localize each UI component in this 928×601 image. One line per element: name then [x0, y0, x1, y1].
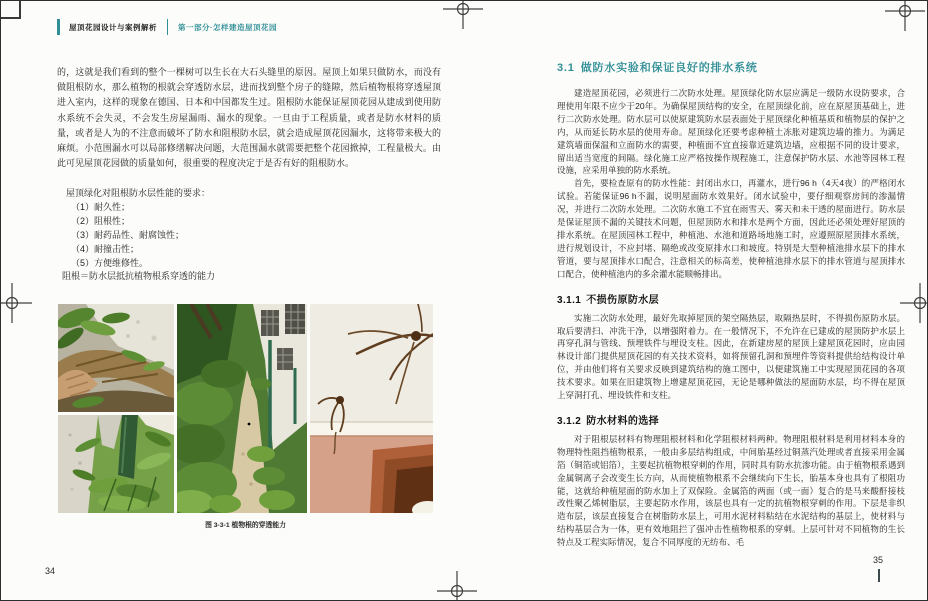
- list-item: （4）耐撞击性；: [71, 243, 140, 254]
- subsection-title: 不损伤原防水层: [586, 294, 660, 306]
- header-divider: [167, 19, 168, 35]
- section-number: 3.1: [557, 62, 575, 74]
- photo-plants-around-drainpipe: [58, 415, 174, 513]
- list-item: （1）耐久性；: [71, 201, 131, 212]
- registration-mark-icon: [885, 0, 925, 31]
- subsection-number: 3.1.1: [557, 294, 582, 306]
- subsection-heading: [557, 291, 905, 306]
- section-heading: [557, 59, 905, 75]
- body-paragraph: 首先，要检查原有的防水性能：封闭出水口，再灌水，进行96 h（4天4夜）的严格闭水试验。若能保证96 h不漏，说明屋面防水效果好。闭水试验中，要仔细观察房间的渗漏情况，并进行二次防水处理。二次防水施工不宜在雨雪天、雾天和未干透的屋面进行。防水层是保证屋顶不漏的关键技术问题，但屋顶防水和排水是两个方面，因此还必须处理好屋顶的排水系统。在屋顶园林工程中，种植池、水池和道路场地施工时，应遵照原屋顶排水系统，进行规划设计，不应封堵、隔绝或改变原排水口和坡度。特别是大型种植池排水层下的排水管道，要与屋顶排水口配合，注意相关的标高差，使种植池排水层下的排水管道与屋顶排水口配合，使种植池内的多余灌水能顺畅排出。: [557, 178, 905, 279]
- intro-paragraph: 的，这就是我们看到的整个一棵树可以生长在大石头缝里的原因。屋顶上如果只做防水，而没有做阻根防水，那么植物的根就会穿透防水层，进而找到整个房子的缝隙，然后植物根将穿透屋顶进入室内，这样的现象在德国、日本和中国都发生过。阻根防水能保证屋顶花园从建成到使用防水系统不会失灵，不会发生房屋漏雨、漏水的现象。一旦由于工程质量，或者是防水材料的质量，或者是人为的不注意而破坏了防水和阻根防水层，就会造成屋顶花园漏水，这将带来极大的麻烦。小范围漏水可以局部修缮解决问题，大范围漏水就需要把整个花园掀掉，工程量极大。由此可见屋顶花园做的质量如何，很重要的程度决定于是否有好的阻根防水。: [57, 67, 441, 169]
- body-paragraph: 实施二次防水处理，最好先取掉屋顶的架空隔热层，取隔热层时，不得损伤原防水层。取后要清扫、冲洗干净，以增强附着力。在一般情况下，不允许在已建成的屋顶防护水层上再穿孔洞与管线、预埋铁件与埋设支柱。因此，在新建房屋的屋顶上建屋顶花园时，应由园林设计部门提供屋顶花园的有关技术资料，如将预留孔洞和预埋件等资料提供给结构设计单位，并由他们将有关要求反映到建筑结构的施工图中，以便建筑施工中实现屋顶花园的各项技术要求。如果在旧建筑物上增建屋顶花园，无论是哪种做法的屋面防水层，均不得在屋顶上穿洞打孔、埋设铁件和支柱。: [557, 312, 905, 401]
- header-accent-bar: [57, 19, 60, 35]
- page-number-right: 35: [873, 555, 884, 565]
- crop-corner-icon: [1, 1, 21, 19]
- requirements-note: 阻根＝防水层抵抗植物根系穿透的能力: [62, 271, 216, 282]
- body-paragraph: 建造屋顶花园，必须进行二次防水处理。屋顶绿化防水层应满足一级防水设防要求，合理使用年限不应少于20年。为确保屋顶结构的安全，在屋顶绿化前，应在原屋顶基础上，进行二次防水处理。防水层可以使原建筑防水层表面处于屋顶绿化种植基质和植物层的保护之内，从而延长防水层的使用寿命。屋顶绿化还要考虑种植土冻胀对建筑边墙的推力。为满足建筑墙面保温和立面防水的需要，种植面不宜直接靠近建筑边墙，应根据不同的设计要求，留出适当宽度的间隔。绿化施工应严格按操作规程施工，注意保护防水层、水池等园林工程设施，应采用单独的防水系统。: [557, 88, 905, 176]
- requirements-title: 屋顶绿化对阻根防水层性能的要求：: [66, 188, 211, 198]
- page-number-tick: [878, 569, 880, 582]
- photo-roots-penetrating-ceiling: [310, 304, 433, 513]
- subsection-number: 3.1.2: [557, 415, 582, 427]
- list-item: （3）耐药品性、耐腐蚀性；: [71, 229, 185, 240]
- page-header: [57, 17, 277, 37]
- list-item: （2）阻根性；: [71, 215, 131, 226]
- photo-roots-and-plants-at-wall-base: [58, 304, 174, 412]
- photo-overgrown-garden-path: [177, 304, 307, 513]
- part-title: 第一部分·怎样建造屋顶花园: [178, 22, 277, 32]
- list-item: （5）方便维修性。: [71, 257, 149, 268]
- book-title: 屋顶花园设计与案例解析: [69, 22, 157, 32]
- registration-mark-icon: [437, 571, 477, 601]
- body-paragraph: 对于阻根层材料有物理阻根材料和化学阻根材料两种。物理阻根材料是利用材料本身的物理特性阻挡植物根系，一般由多层结构组成，中间胎基经过铜蒸汽处理或者直接采用金属箔（铜箔或铝箔），主要起抗植物根穿刺的作用，同时具有防水抗渗功能。由于植物根系遇到金属铜离子会改变生长方向，从而使植物根系不会继续向下生长，胎基本身也具有了根阻功能，这就给种植屋面的防水加上了双保险。金属箔的两面（或一面）复合的是马来酸酐接枝改性聚乙烯树脂层，主要起防水作用，该层也具有一定的抗植物根穿刺的作用。下层是非织造布层，该层直接复合在树脂防水层上，可用水泥材料粘结在水泥结构的基层上，使材料与结构基层合为一体，更有效地阻拦了强冲击性植物根系的穿刺。上层可针对不同植物的生长特点及工程实际情况，复合不同厚度的无纺布、毛: [557, 433, 905, 548]
- registration-mark-icon: [0, 283, 32, 323]
- registration-mark-icon: [443, 0, 483, 29]
- figure-photos: [58, 304, 433, 513]
- subsection-title: 防水材料的选择: [586, 415, 660, 427]
- requirements-list: [57, 187, 441, 284]
- right-page-content: [557, 59, 905, 549]
- figure-caption: 图 3-3-1 植物根的穿透能力: [205, 522, 286, 529]
- page-number-left: 34: [45, 566, 56, 576]
- subsection-heading: [557, 412, 905, 427]
- section-title: 做防水实验和保证良好的排水系统: [580, 62, 758, 74]
